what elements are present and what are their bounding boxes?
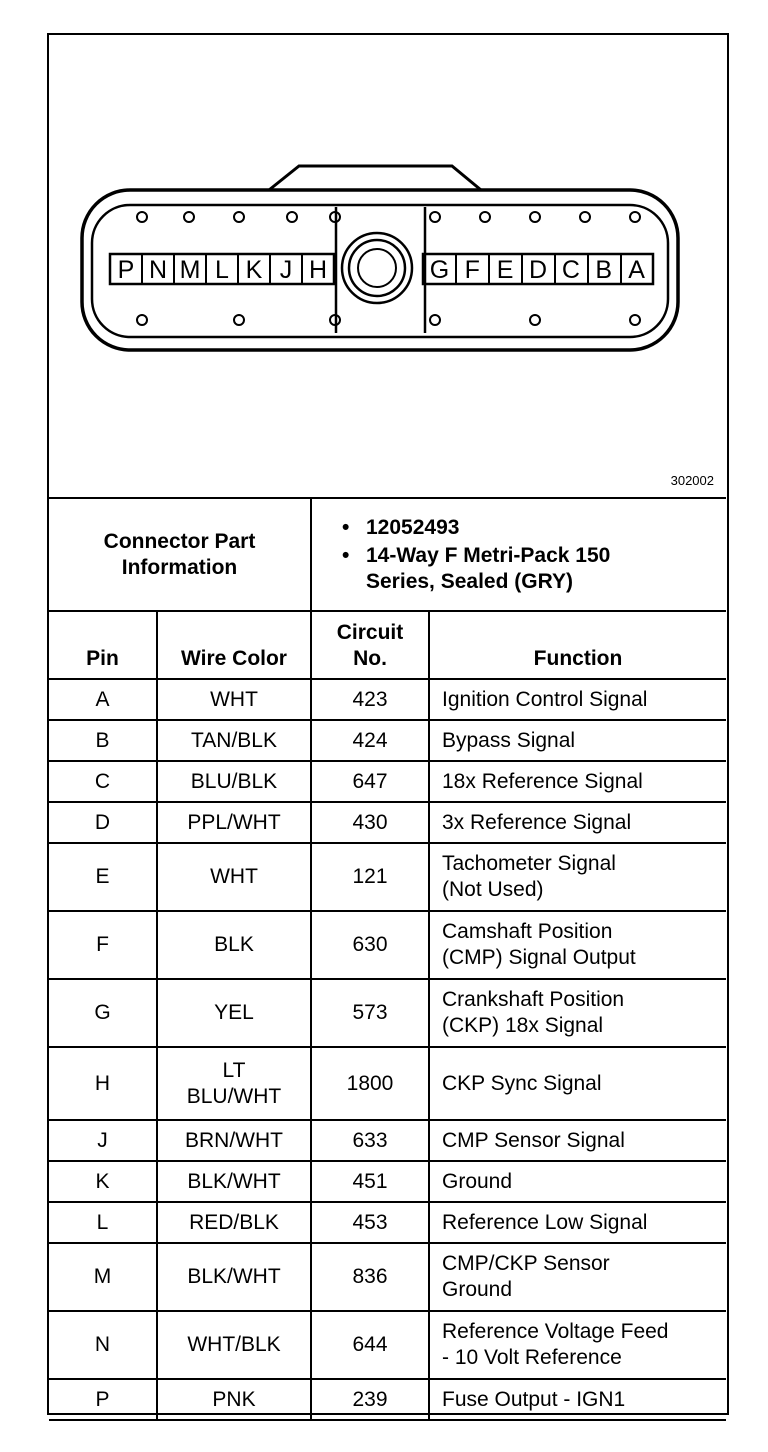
pin-letter-b: B [595,256,613,284]
circuit-cell: 239 [311,1379,429,1420]
pin-cell: C [49,761,157,802]
function-cell: Bypass Signal [429,720,726,761]
pin-cell: A [49,679,157,720]
function-cell: 3x Reference Signal [429,802,726,843]
table-row [49,679,726,720]
function-cell: Camshaft Position (CMP) Signal Output [429,911,726,979]
pinout-table [49,499,726,1421]
pin-cell: P [49,1379,157,1420]
pin-cell: G [49,979,157,1047]
function-cell: Tachometer Signal (Not Used) [429,843,726,911]
connector-part-label: Connector Part Information [49,499,311,611]
table-row [49,979,726,1047]
function-cell: Ground [429,1161,726,1202]
connector-face-drawing [49,35,726,497]
circuit-cell: 423 [311,679,429,720]
pin-letter-m: M [179,256,201,284]
table-row [49,843,726,911]
wire-color-cell: BLK [157,911,311,979]
pin-letter-h: H [308,256,328,284]
function-cell: Ignition Control Signal [429,679,726,720]
table-row [49,720,726,761]
pin-cell: N [49,1311,157,1379]
table-row [49,761,726,802]
pin-letter-n: N [148,256,168,284]
pin-letter-j: J [279,256,293,284]
pin-letter-d: D [528,256,548,284]
table-row [49,1379,726,1420]
header-pin: Pin [49,611,157,679]
pin-cell: B [49,720,157,761]
table-row [49,1243,726,1311]
circuit-cell: 424 [311,720,429,761]
circuit-cell: 644 [311,1311,429,1379]
wire-color-cell: TAN/BLK [157,720,311,761]
circuit-cell: 121 [311,843,429,911]
wire-color-cell: BRN/WHT [157,1120,311,1161]
pin-letter-g: G [429,256,450,284]
wire-color-cell: BLK/WHT [157,1161,311,1202]
pin-letter-l: L [215,256,229,284]
wire-color-cell: PPL/WHT [157,802,311,843]
wire-color-cell: BLU/BLK [157,761,311,802]
circuit-cell: 430 [311,802,429,843]
table-row [49,802,726,843]
circuit-cell: 1800 [311,1047,429,1120]
circuit-cell: 630 [311,911,429,979]
function-cell: Crankshaft Position (CKP) 18x Signal [429,979,726,1047]
wire-color-cell: BLK/WHT [157,1243,311,1311]
function-cell: 18x Reference Signal [429,761,726,802]
table-row [49,911,726,979]
circuit-cell: 647 [311,761,429,802]
wire-color-cell: RED/BLK [157,1202,311,1243]
function-cell: Reference Low Signal [429,1202,726,1243]
pin-letter-a: A [628,256,645,284]
table-row [49,1161,726,1202]
pin-letter-p: P [117,256,135,284]
wire-color-cell: LT BLU/WHT [157,1047,311,1120]
table-header-row [49,611,726,679]
table-row [49,1047,726,1120]
circuit-cell: 836 [311,1243,429,1311]
circuit-cell: 573 [311,979,429,1047]
connector-sheet [47,33,729,1415]
header-circuit-no: Circuit No. [311,611,429,679]
wire-color-cell: WHT/BLK [157,1311,311,1379]
circuit-cell: 451 [311,1161,429,1202]
pin-cell: H [49,1047,157,1120]
pin-cell: F [49,911,157,979]
circuit-cell: 453 [311,1202,429,1243]
figure-number: 302002 [670,473,714,488]
connector-series: • 14-Way F Metri-Pack 150 Series, Sealed (GRY) [342,543,611,593]
pin-cell: M [49,1243,157,1311]
connector-part-number: • 12052493 [342,515,460,539]
table-row [49,1311,726,1379]
pin-cell: D [49,802,157,843]
wire-color-cell: WHT [157,843,311,911]
function-cell: CKP Sync Signal [429,1047,726,1120]
function-cell: CMP/CKP Sensor Ground [429,1243,726,1311]
connector-diagram [49,35,726,499]
function-cell: Fuse Output - IGN1 [429,1379,726,1420]
pin-letter-c: C [561,256,580,284]
pin-letter-k: K [245,256,263,284]
circuit-cell: 633 [311,1120,429,1161]
table-row [49,1202,726,1243]
pin-letter-e: E [496,256,514,284]
function-cell: CMP Sensor Signal [429,1120,726,1161]
pin-cell: J [49,1120,157,1161]
pin-cell: E [49,843,157,911]
function-cell: Reference Voltage Feed - 10 Volt Reference [429,1311,726,1379]
pin-cell: L [49,1202,157,1243]
header-function: Function [429,611,726,679]
connector-part-details [311,499,726,611]
connector-info-row [49,499,726,611]
pin-letter-f: F [464,256,480,284]
table-row [49,1120,726,1161]
wire-color-cell: WHT [157,679,311,720]
wire-color-cell: PNK [157,1379,311,1420]
header-wire-color: Wire Color [157,611,311,679]
pin-cell: K [49,1161,157,1202]
wire-color-cell: YEL [157,979,311,1047]
